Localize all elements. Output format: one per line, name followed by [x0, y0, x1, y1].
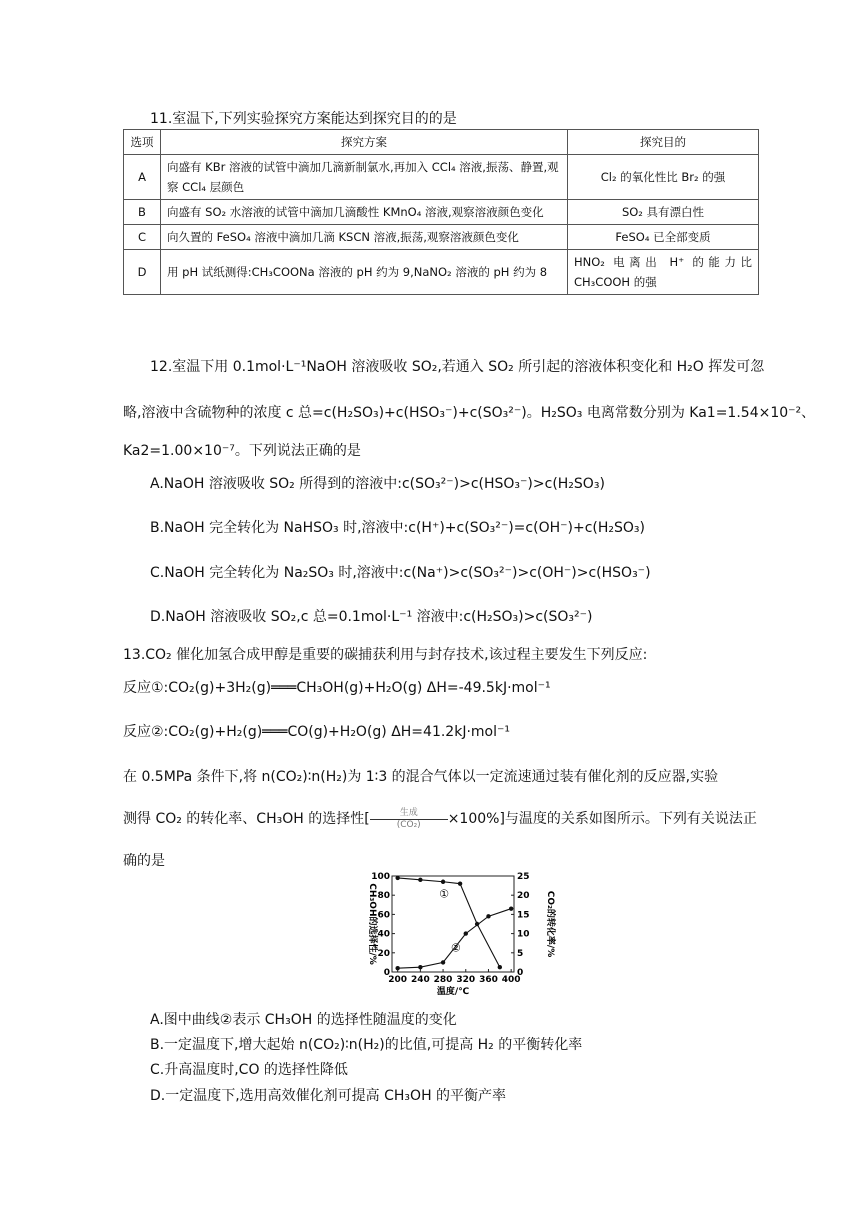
- data-point: [441, 880, 445, 884]
- q13-option-d: D.一定温度下,选用高效催化剂可提高 CH₃OH 的平衡产率: [150, 1088, 507, 1104]
- q12-option-d: D.NaOH 溶液吸收 SO₂,c 总=0.1mol·L⁻¹ 溶液中:c(H₂SO₃)>c(SO₃²⁻): [150, 609, 593, 625]
- q12-option-a: A.NaOH 溶液吸收 SO₂ 所得到的溶液中:c(SO₃²⁻)>c(HSO₃⁻)>c(H₂SO₃): [150, 476, 605, 492]
- data-point: [395, 966, 399, 970]
- row-plan: 向久置的 FeSO₄ 溶液中滴加几滴 KSCN 溶液,振荡,观察溶液颜色变化: [161, 225, 568, 250]
- fraction-denominator: (CO₂): [396, 819, 421, 830]
- y-right-tick-label: 5: [517, 948, 524, 959]
- row-option: B: [124, 200, 161, 225]
- y-right-tick-label: 0: [517, 968, 524, 978]
- y-right-tick-label: 15: [517, 910, 530, 921]
- y-left-tick-label: 0: [383, 968, 390, 978]
- q12-line3: Ka2=1.00×10⁻⁷。下列说法正确的是: [123, 443, 361, 459]
- data-point: [458, 881, 462, 885]
- q13-line2: 在 0.5MPa 条件下,将 n(CO₂)∶n(H₂)为 1∶3 的混合气体以一定流速通过装有催化剂的反应器,实验: [123, 769, 719, 785]
- data-point: [486, 914, 490, 918]
- header-goal: 探究目的: [568, 130, 759, 155]
- table-row: [124, 225, 759, 250]
- row-goal: FeSO₄ 已全部变质: [568, 225, 759, 250]
- q12-line2: 略,溶液中含硫物种的浓度 c 总=c(H₂SO₃)+c(HSO₃⁻)+c(SO₃²⁻)。H₂SO₃ 电离常数分别为 Ka1=1.54×10⁻²、: [123, 405, 816, 421]
- x-axis-label: 温度/℃: [436, 987, 470, 997]
- table-row: [124, 250, 759, 295]
- series-line-2: [398, 909, 511, 969]
- q12-option-c: C.NaOH 完全转化为 Na₂SO₃ 时,溶液中:c(Na⁺)>c(SO₃²⁻)>c(OH⁻)>c(HSO₃⁻): [150, 565, 651, 581]
- y-left-tick-label: 100: [371, 872, 390, 882]
- q13-reaction1: 反应①:CO₂(g)+3H₂(g)═══CH₃OH(g)+H₂O(g) ΔH=-49.5kJ·mol⁻¹: [123, 680, 551, 696]
- q13-line1: 13.CO₂ 催化加氢合成甲醇是重要的碳捕获利用与封存技术,该过程主要发生下列反应:: [123, 647, 648, 663]
- x-tick-label: 360: [479, 975, 498, 985]
- data-point: [418, 965, 422, 969]
- fraction-numerator: 生成: [370, 809, 448, 820]
- q13-option-a: A.图中曲线②表示 CH₃OH 的选择性随温度的变化: [150, 1012, 457, 1028]
- q12-line1: 12.室温下用 0.1mol·L⁻¹NaOH 溶液吸收 SO₂,若通入 SO₂ 所引起的溶液体积变化和 H₂O 挥发可忽: [150, 359, 765, 375]
- row-goal: Cl₂ 的氧化性比 Br₂ 的强: [568, 155, 759, 200]
- q13-line3a: 测得 CO₂ 的转化率、CH₃OH 的选择性[: [123, 811, 370, 827]
- y-right-axis-label: CO₂的转化率/%: [545, 890, 555, 958]
- x-tick-label: 240: [410, 975, 430, 985]
- row-option: D: [124, 250, 161, 295]
- row-plan: 向盛有 KBr 溶液的试管中滴加几滴新制氯水,再加入 CCl₄ 溶液,振荡、静置,观察 CCl₄ 层颜色: [161, 155, 568, 200]
- q13-reaction2: 反应②:CO₂(g)+H₂(g)═══CO(g)+H₂O(g) ΔH=41.2kJ·mol⁻¹: [123, 724, 510, 740]
- data-point: [498, 965, 502, 969]
- header-plan: 探究方案: [161, 130, 568, 155]
- y-left-tick-label: 40: [377, 929, 390, 940]
- x-tick-label: 320: [456, 975, 476, 985]
- row-plan: 用 pH 试纸测得:CH₃COONa 溶液的 pH 约为 9,NaNO₂ 溶液的 pH 约为 8: [161, 250, 568, 295]
- data-point: [509, 906, 513, 910]
- q11-stem: 11.室温下,下列实验探究方案能达到探究目的的是: [150, 111, 457, 127]
- row-goal: SO₂ 具有漂白性: [568, 200, 759, 225]
- temperature-chart: [362, 868, 562, 1000]
- y-left-tick-label: 60: [377, 910, 390, 921]
- y-left-tick-label: 80: [377, 891, 390, 902]
- q13-line3b: ×100%]与温度的关系如图所示。下列有关说法正: [447, 811, 757, 827]
- q12-option-b: B.NaOH 完全转化为 NaHSO₃ 时,溶液中:c(H⁺)+c(SO₃²⁻)=c(OH⁻)+c(H₂SO₃): [150, 520, 645, 536]
- data-point: [418, 878, 422, 882]
- data-point: [464, 931, 468, 935]
- header-option: 选项: [124, 130, 161, 155]
- q13-option-b: B.一定温度下,增大起始 n(CO₂)∶n(H₂)的比值,可提高 H₂ 的平衡转化率: [150, 1037, 583, 1053]
- y-right-tick-label: 20: [517, 891, 530, 902]
- selectivity-fraction: [370, 809, 448, 830]
- row-option: A: [124, 155, 161, 200]
- table-row: [124, 155, 759, 200]
- q13-option-c: C.升高温度时,CO 的选择性降低: [150, 1062, 348, 1078]
- table-header-row: [124, 130, 759, 155]
- series-label-2: ②: [450, 941, 461, 955]
- data-point: [395, 876, 399, 880]
- data-point: [441, 960, 445, 964]
- q13-line4: 确的是: [123, 853, 165, 869]
- y-left-axis-label: CH₃OH的选择性/%: [367, 883, 377, 965]
- table-row: [124, 200, 759, 225]
- row-plan: 向盛有 SO₂ 水溶液的试管中滴加几滴酸性 KMnO₄ 溶液,观察溶液颜色变化: [161, 200, 568, 225]
- x-tick-label: 400: [501, 975, 521, 985]
- plot-frame: [392, 876, 514, 972]
- y-left-tick-label: 20: [377, 948, 390, 959]
- row-goal: HNO₂ 电离出 H⁺ 的能力比 CH₃COOH 的强: [568, 250, 759, 295]
- y-right-tick-label: 25: [517, 872, 530, 882]
- row-option: C: [124, 225, 161, 250]
- q13-line3: [123, 808, 757, 830]
- x-tick-label: 200: [388, 975, 408, 985]
- x-tick-label: 280: [433, 975, 453, 985]
- q11-table: [123, 129, 759, 295]
- y-right-tick-label: 10: [517, 929, 530, 940]
- series-label-1: ①: [439, 887, 450, 901]
